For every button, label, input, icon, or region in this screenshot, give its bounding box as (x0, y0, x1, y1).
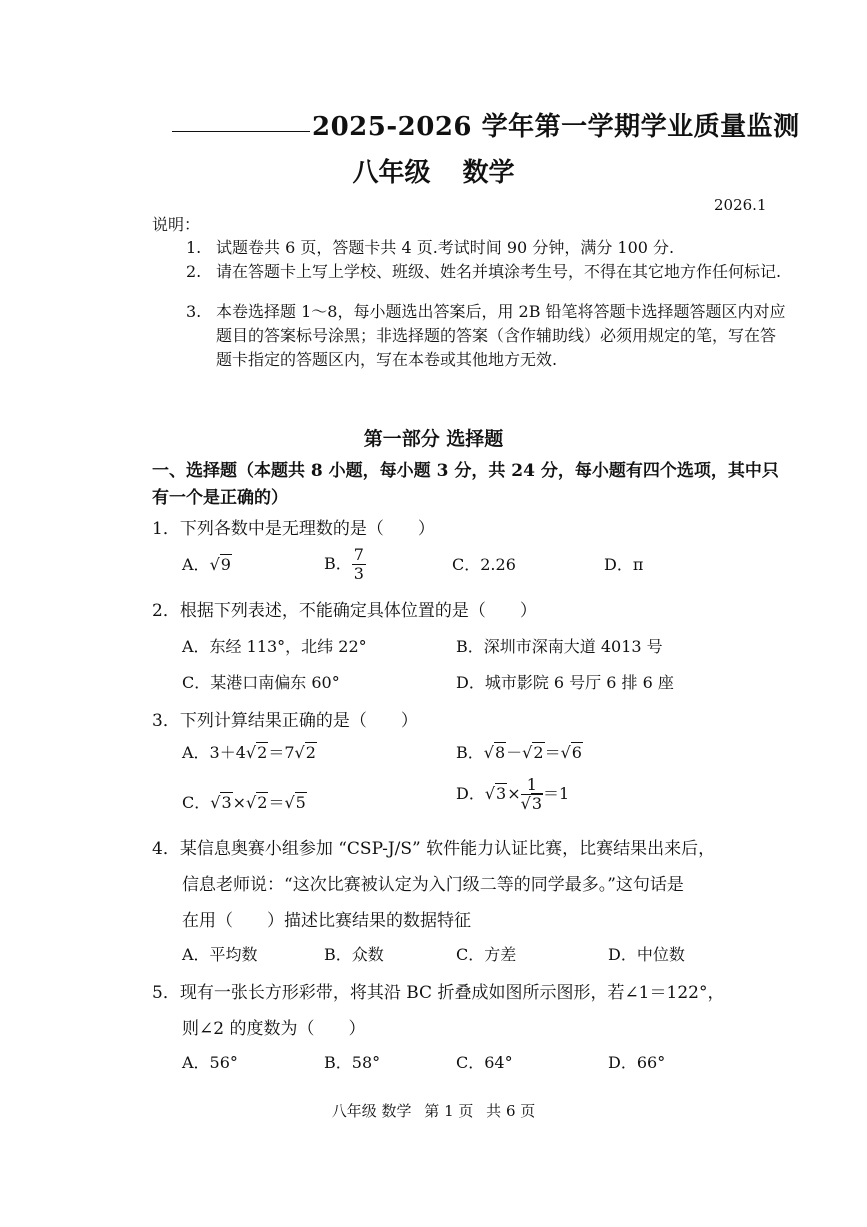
note-number: 3. (186, 302, 202, 321)
q2-option-d: D．城市影院 6 号厅 6 排 6 座 (456, 673, 674, 692)
question-4-line-3: 在用（ ）描述比赛结果的数据特征 (182, 911, 471, 931)
exam-date: 2026.1 (714, 196, 767, 214)
question-5-line-2: 则∠2 的度数为（ ） (182, 1019, 366, 1039)
question-2-stem: 2．根据下列表述，不能确定具体位置的是（ ） (152, 601, 537, 621)
q5-option-c: C．64° (456, 1053, 513, 1072)
note-number: 2. (186, 262, 202, 281)
q2-option-c: C．某港口南偏东 60° (182, 673, 340, 692)
note-text: 试题卷共 6 页，答题卡共 4 页.考试时间 90 分钟，满分 100 分. (216, 238, 675, 257)
radicand: 5 (295, 793, 306, 812)
note-text: 本卷选择题 1～8，每小题选出答案后，用 2B 铅笔将答题卡选择题答题区内对应题目的答案标号涂黑；非选择题的答案（含作辅助线）必须用规定的笔，写在答题卡指定的答题区内，写在本卷或其他地方无效. (216, 302, 786, 369)
q5-option-a: A．56° (182, 1053, 238, 1072)
q3-option-d: D．√3× $\frac{1}{√3}$ ＝1 (456, 775, 570, 813)
question-4-line-1: 4．某信息奥赛小组参加 “CSP-J/S” 软件能力认证比赛，比赛结果出来后， (152, 839, 716, 859)
radicand: 2 (305, 743, 316, 762)
question-4-line-2: 信息老师说：“这次比赛被认定为入门级二等的同学最多。”这句话是 (182, 875, 684, 895)
option-label: A． (182, 555, 210, 574)
operator: × (507, 784, 521, 803)
radicand: 8 (494, 743, 506, 762)
footer-page-number: 第 1 页 (424, 1102, 474, 1120)
question-5-line-1: 5．现有一张长方形彩带，将其沿 BC 折叠成如图所示图形，若∠1＝122°， (152, 983, 725, 1003)
q4-option-a: A．平均数 (182, 945, 258, 964)
q3-option-a: A．3＋4√2＝7√2 (182, 743, 316, 762)
q1-option-b (324, 546, 366, 583)
operator: ＝1 (543, 784, 570, 803)
radicand: 6 (571, 743, 582, 762)
radicand: 2 (257, 743, 268, 762)
note-number: 1. (186, 238, 202, 257)
operator: × (232, 793, 247, 812)
option-label: C． (182, 793, 211, 812)
denominator: √3 (520, 794, 543, 813)
grade-label: 八年级 (352, 158, 431, 188)
radicand: 3 (496, 784, 507, 803)
school-name-blank (172, 131, 310, 132)
exam-title: 2025-2026 学年第一学期学业质量监测 (312, 112, 800, 142)
footer-grade-subject: 八年级 数学 (331, 1102, 412, 1120)
radicand: 2 (533, 743, 544, 762)
radicand: 2 (257, 793, 268, 812)
numerator: 7 (353, 545, 364, 564)
q2-option-a: A．东经 113°，北纬 22° (182, 637, 367, 656)
footer-total-pages: 共 6 页 (486, 1102, 536, 1120)
notes-heading: 说明： (152, 215, 201, 234)
option-label: A．3＋4 (182, 743, 246, 762)
numerator: 1 (521, 776, 543, 795)
fraction (352, 546, 366, 583)
q3-option-c: C．√3×√2＝√5 (182, 793, 306, 812)
q5-option-b: B．58° (324, 1053, 381, 1072)
radicand: 3 (531, 794, 543, 813)
operator: ＝ (268, 793, 285, 812)
page-footer (0, 1100, 867, 1121)
option-label: B． (456, 743, 484, 762)
q2-option-b: B．深圳市深南大道 4013 号 (456, 637, 663, 656)
fraction (521, 776, 543, 813)
option-label: B． (324, 554, 352, 573)
q5-option-d: D．66° (608, 1053, 666, 1072)
q4-option-d: D．中位数 (608, 945, 685, 964)
q1-option-a: A．√9 (182, 555, 231, 574)
question-3-stem: 3．下列计算结果正确的是（ ） (152, 711, 418, 731)
question-1-stem: 1．下列各数中是无理数的是（ ） (152, 519, 435, 539)
q1-option-c: C．2.26 (452, 555, 516, 574)
q3-option-b: B．√8－√2＝√6 (456, 743, 582, 762)
operator: ＝7 (268, 743, 295, 762)
option-label: D． (456, 784, 485, 803)
q4-option-b: B．众数 (324, 945, 384, 964)
radicand: 3 (221, 793, 232, 812)
q4-option-c: C．方差 (456, 945, 517, 964)
denominator: 3 (353, 564, 364, 583)
q1-option-d: D．π (604, 555, 644, 574)
part-title: 第一部分 选择题 (363, 428, 504, 450)
subject-label: 数学 (462, 158, 515, 188)
operator: ＝ (544, 743, 561, 762)
operator: － (506, 743, 523, 762)
note-text: 请在答题卡上写上学校、班级、姓名并填涂考生号，不得在其它地方作任何标记. (216, 262, 782, 281)
exam-subtitle (0, 152, 867, 189)
radicand: 9 (220, 555, 231, 574)
section-heading: 一、选择题（本题共 8 小题，每小题 3 分，共 24 分，每小题有四个选项，其中只有一个是正确的） (152, 461, 779, 508)
